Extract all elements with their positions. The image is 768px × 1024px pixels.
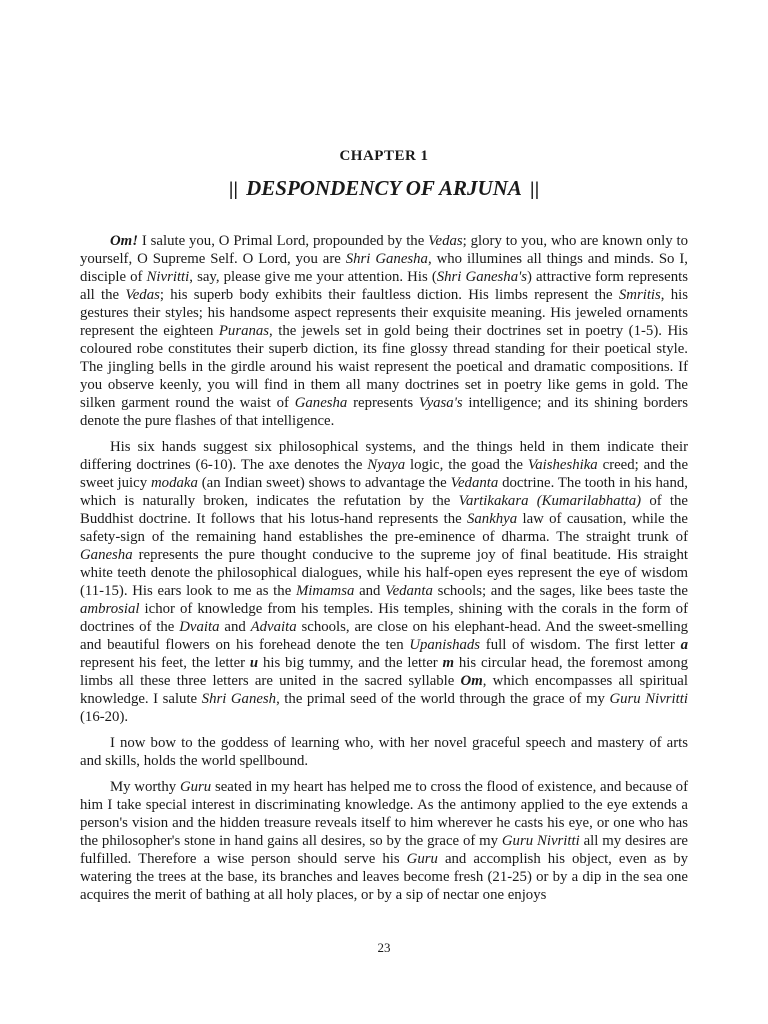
paragraph [80, 734, 688, 770]
text-run: My worthy [110, 779, 180, 795]
book-page [80, 0, 688, 1024]
italic-term: Vyasa's [418, 395, 463, 411]
italic-term: Upanishads [409, 637, 481, 653]
text-run: ; his superb body exhibits their faultless diction. His limbs represent the [159, 287, 619, 303]
text-run: (16-20). [80, 709, 129, 725]
bold-italic-term: m [442, 655, 455, 671]
italic-term: Nyaya [367, 457, 406, 473]
italic-term: Advaita [250, 619, 297, 635]
italic-term: Vartikakara (Kumarilabhatta) [458, 493, 642, 509]
text-run: , the primal seed of the world through the grace of my [276, 691, 610, 707]
title-bars-right: || [529, 179, 540, 199]
text-run: ; glory to you, who are known only to yourself, O Supreme Self. O Lord, you are [80, 233, 688, 267]
bold-italic-term: a [680, 637, 688, 653]
text-run: ichor of knowledge from his temples. His temples, shining with the corals in the form of doctrines of the [80, 601, 688, 635]
text-run: (an Indian sweet) shows to advantage the [197, 475, 451, 491]
italic-term: Vedanta [385, 583, 433, 599]
italic-term: Shri Ganesha [345, 251, 428, 267]
italic-term: Sankhya [467, 511, 518, 527]
text-run: schools; and the sages, like bees taste the [432, 583, 688, 599]
italic-term: Guru Nivritti [501, 833, 580, 849]
text-run: doctrine. The tooth in his hand, which is naturally broken, indicates the refutation by the [80, 475, 688, 509]
text-run: schools, are close on his elephant-head. And the sweet-smelling and beautiful flowers on his forehead denote the ten [80, 619, 689, 653]
text-run: represent his feet, the letter [80, 655, 250, 671]
italic-term: Mimamsa [295, 583, 355, 599]
text-run: law of causation, while the safety-sign of the remaining hand establishes the pre-eminence of dharma. The straight trunk of [80, 511, 689, 545]
text-run: his big tummy, and the letter [258, 655, 443, 671]
chapter-title-text: DESPONDENCY OF ARJUNA [246, 176, 522, 200]
italic-term: modaka [151, 475, 198, 491]
italic-term: Shri Ganesha's [436, 269, 528, 285]
text-run: his circular head, the foremost among limbs all these three letters are united in the sacred syllable [80, 655, 688, 689]
italic-term: Guru [406, 851, 438, 867]
chapter-body [80, 232, 688, 912]
text-run: logic, the goad the [405, 457, 528, 473]
text-run: I salute you, O Primal Lord, propounded by the [137, 233, 429, 249]
text-run: represents the pure thought conducive to the supreme joy of final beatitude. His straight white teeth denote the philosophical dialogues, while his half-open eyes represent the eye of wisdom (11-15). His ears look to me as the [80, 547, 688, 599]
italic-term: Dvaita [179, 619, 220, 635]
text-run: His six hands suggest six philosophical systems, and the things held in them indicate their differing doctrines (6-10). The axe denotes the [80, 439, 688, 473]
text-run: seated in my heart has helped me to cross the flood of existence, and because of him I take special interest in discriminating knowledge. As the antimony applied to the eye extends a person's vision and the hidden treasure reveals itself to him wherever he casts his eye, or one who has the philosopher's stone in hand gains all desires, so by the grace of my [80, 779, 688, 849]
text-run: of the Buddhist doctrine. It follows that his lotus-hand represents the [80, 493, 689, 527]
text-run: creed; and the sweet juicy [80, 457, 689, 491]
text-run: , the jewels set in gold being their doctrines set in poetry (1-5). His coloured robe constitutes their superb diction, its fine glossy thread standing for their poetical style. The jingling bells in the girdle around his waist represent the poetical and dramatic compositions. If you observe keenly, you will find in them all many doctrines set in poetry like gems in gold. The silken garment round the waist of [80, 323, 688, 411]
text-run: , which encompasses all spiritual knowledge. I salute [80, 673, 688, 707]
italic-term: Puranas [218, 323, 270, 339]
title-bars-left: || [228, 179, 239, 199]
text-run: intelligence; and its shining borders denote the pure flashes of that intelligence. [80, 395, 688, 429]
text-run: and [219, 619, 251, 635]
italic-term: Shri Ganesh [201, 691, 277, 707]
text-run: , say, please give me your attention. His ( [189, 269, 437, 285]
italic-term: Vedas [125, 287, 160, 303]
text-run: , who illumines all things and minds. So I, disciple of [80, 251, 689, 285]
page-number: 23 [377, 940, 391, 955]
italic-term: Nivritti [146, 269, 190, 285]
italic-term: Vaisheshika [527, 457, 598, 473]
italic-term: Vedas [428, 233, 463, 249]
text-run: all my desires are fulfilled. Therefore a wise person should serve his [80, 833, 688, 867]
chapter-title [80, 176, 688, 201]
italic-term: Smritis [618, 287, 661, 303]
text-run: full of wisdom. The first letter [480, 637, 681, 653]
text-run: and accomplish his object, even as by watering the trees at the base, its branches and leaves become fresh (21-25) or by a dip in the sea one acquires the merit of bathing at all holy places, or by a sip of nectar one enjoys [80, 851, 688, 903]
italic-term: Vedanta [450, 475, 499, 491]
paragraph [80, 438, 688, 726]
paragraph [80, 232, 688, 430]
bold-italic-term: Om [460, 673, 483, 689]
italic-term: ambrosial [80, 601, 140, 617]
italic-term: Guru [179, 779, 212, 795]
text-run: and [354, 583, 386, 599]
paragraph [80, 778, 688, 904]
bold-italic-term: Om! [110, 233, 138, 249]
chapter-label: CHAPTER 1 [339, 148, 429, 164]
text-run: I now bow to the goddess of learning who, with her novel graceful speech and mastery of arts and skills, holds the world spellbound. [80, 735, 688, 769]
text-run: represents [347, 395, 419, 411]
text-run: , his gestures their styles; his handsome aspect represents their exquisite meaning. His jeweled ornaments represent the eighteen [80, 287, 688, 339]
text-run: ) attractive form represents all the [80, 269, 689, 303]
bold-italic-term: u [249, 655, 259, 671]
italic-term: Guru Nivritti [609, 691, 688, 707]
italic-term: Ganesha [294, 395, 348, 411]
italic-term: Ganesha [80, 547, 133, 563]
